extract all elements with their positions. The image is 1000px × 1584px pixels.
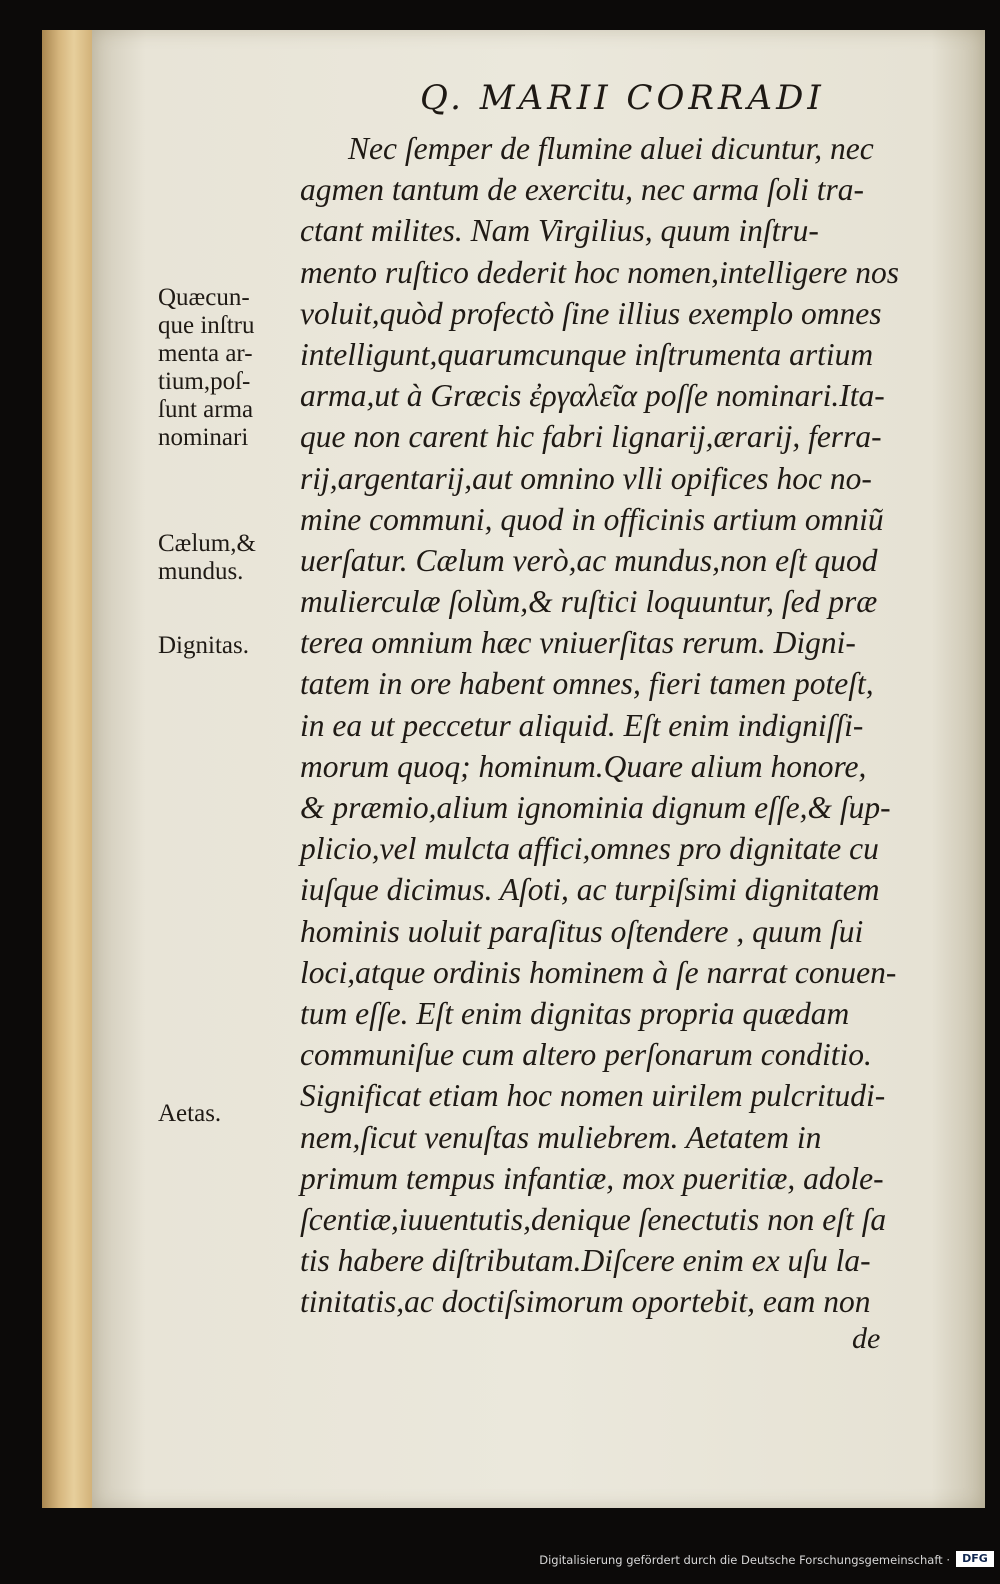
- text-line: que non carent hic fabri lignarij,ærarij, ferra-: [300, 419, 882, 455]
- text-line: communiſue cum altero perſonarum conditio.: [300, 1037, 872, 1073]
- text-line: terea omnium hæc vniuerſitas rerum. Digni-: [300, 625, 856, 661]
- marginal-note-aetas: [158, 1100, 298, 1128]
- text-line: rij,argentarij,aut omnino vlli opifices hoc no-: [300, 460, 872, 496]
- text-line: agmen tantum de exercitu, nec arma ſoli tra-: [300, 172, 864, 208]
- text-line: & præmio,alium ignominia dignum eſſe,& ſup-: [300, 790, 891, 825]
- note-line: ſunt arma: [158, 396, 254, 423]
- text-line: mento ruſtico dederit hoc nomen,intelligere nos: [300, 254, 899, 290]
- text-line: mine communi, quod in officinis artium omniũ: [300, 501, 884, 537]
- body-text: [300, 128, 950, 1322]
- text-line: nem,ſicut venuſtas muliebrem. Aetatem in: [300, 1119, 822, 1155]
- marginal-note-caelum: [158, 530, 298, 586]
- text-line: in ea ut peccetur aliquid. Eſt enim indigniſſi-: [300, 707, 864, 743]
- note-line: Quæcun-: [158, 284, 250, 311]
- marginal-note-dignitas: [158, 632, 298, 660]
- marginal-note-arma: [158, 284, 298, 452]
- text-line: loci,atque ordinis hominem à ſe narrat conuen-: [300, 954, 897, 990]
- text-line: primum tempus infantiæ, mox pueritiæ, adole-: [300, 1160, 884, 1196]
- text-line: tinitatis,ac doctiſsimorum oportebit, eam non: [300, 1284, 871, 1320]
- text-line: Nec ſemper de flumine aluei dicuntur, nec: [348, 131, 874, 166]
- text-line: iuſque dicimus. Aſoti, ac turpiſsimi dignitatem: [300, 872, 880, 908]
- text-line: hominis uoluit paraſitus oſtendere , quum ſui: [300, 913, 864, 949]
- note-line: que inſtru: [158, 312, 255, 339]
- text-line: arma,ut à Græcis ἐργαλεῖα poſſe nominari.Ita-: [300, 378, 885, 414]
- note-line: Cælum,&: [158, 530, 256, 557]
- text-line: intelligunt,quarumcunque inſtrumenta artium: [300, 336, 874, 372]
- note-line: Dignitas.: [158, 632, 249, 659]
- note-line: nominari: [158, 424, 249, 451]
- text-line: voluit,quòd profectò ſine illius exemplo omnes: [300, 295, 882, 331]
- text-line: plicio,vel mulcta affici,omnes pro dignitate cu: [300, 831, 879, 867]
- text-line: mulierculæ ſolùm,& ruſtici loquuntur, ſed præ: [300, 584, 878, 620]
- text-line: ctant milites. Nam Virgilius, quum inſtru-: [300, 213, 819, 249]
- footer-credit: Digitalisierung gefördert durch die Deutsche Forschungsgemeinschaft ·: [539, 1553, 950, 1567]
- dfg-logo: DFG: [956, 1551, 994, 1567]
- text-line: tis habere diſtributam.Diſcere enim ex uſu la-: [300, 1243, 871, 1279]
- text-line: uerſatur. Cælum verò,ac mundus,non eſt quod: [300, 542, 878, 578]
- note-line: tium,poſ-: [158, 368, 251, 395]
- text-line: morum quoq; hominum.Quare alium honore,: [300, 748, 867, 784]
- note-line: Aetas.: [158, 1100, 222, 1127]
- running-head: Q. MARII CORRADI: [420, 78, 825, 118]
- note-line: menta ar-: [158, 340, 253, 367]
- text-line: tatem in ore habent omnes, fieri tamen poteſt,: [300, 666, 874, 702]
- text-line: Significat etiam hoc nomen uirilem pulcritudi-: [300, 1078, 886, 1114]
- catchword: de: [852, 1322, 881, 1355]
- marginal-notes: [158, 0, 298, 1584]
- note-line: mundus.: [158, 558, 244, 585]
- text-line: ſcentiæ,iuuentutis,denique ſenectutis non eſt ſa: [300, 1201, 887, 1237]
- text-line: tum eſſe. Eſt enim dignitas propria quædam: [300, 995, 850, 1031]
